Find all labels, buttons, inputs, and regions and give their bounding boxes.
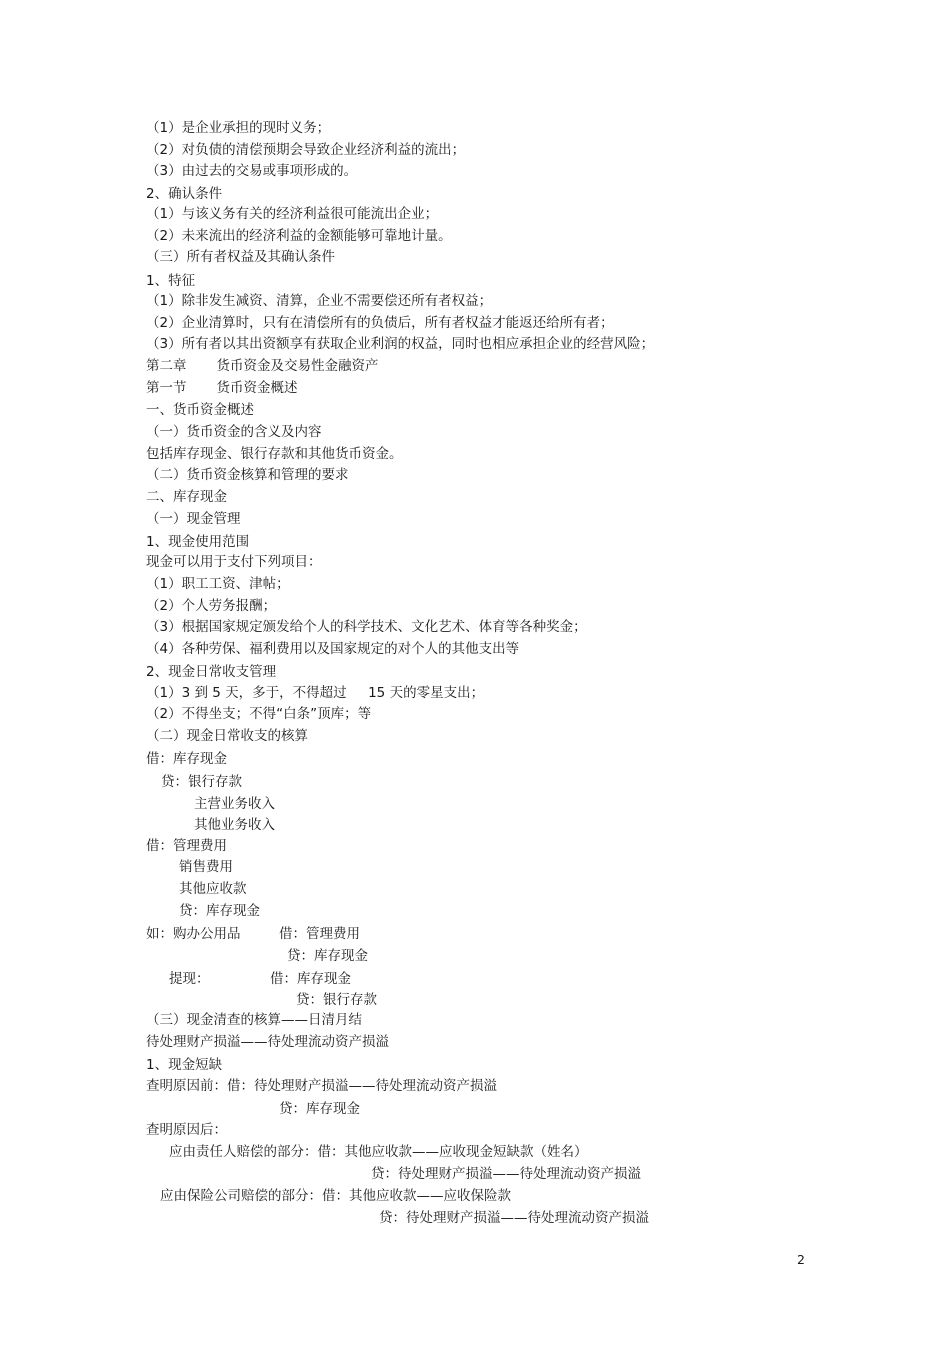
text-line: （二）货币资金核算和管理的要求: [146, 467, 349, 483]
chapter-heading: 第二章 货币资金及交易性金融资产: [146, 358, 379, 374]
journal-entry-line: 借：管理费用: [279, 926, 360, 942]
text-line: 一、货币资金概述: [146, 402, 254, 418]
text-line: （2）未来流出的经济利益的金额能够可靠地计量。: [146, 228, 452, 244]
text-line: （4）各种劳保、福利费用以及国家规定的对个人的其他支出等: [146, 641, 520, 657]
text-line: （1）是企业承担的现时义务；: [146, 120, 331, 136]
text-line: （一）现金管理: [146, 511, 241, 527]
journal-entry-line: 如：购办公用品: [146, 926, 241, 942]
text-line: 现金可以用于支付下列项目：: [146, 554, 322, 570]
journal-entry-line: 查明原因前：借：待处理财产损溢——待处理流动资产损溢: [146, 1078, 497, 1094]
journal-entry-line: 贷：待处理财产损溢——待处理流动资产损溢: [379, 1210, 649, 1226]
text-line: （三）所有者权益及其确认条件: [146, 249, 335, 265]
text-line: 待处理财产损溢——待处理流动资产损溢: [146, 1034, 389, 1050]
journal-entry-line: 其他业务收入: [194, 817, 275, 833]
section-heading: 第一节 货币资金概述: [146, 380, 298, 396]
text-line: （1）与该义务有关的经济利益很可能流出企业；: [146, 206, 439, 222]
page-number: 2: [797, 1252, 805, 1267]
journal-entry-line: 其他应收款: [179, 881, 247, 897]
journal-entry-line: 应由保险公司赔偿的部分：借：其他应收款——应收保险款: [160, 1188, 511, 1204]
text-line: （1）3 到 5 天，多于，不得超过 15 天的零星支出；: [146, 685, 485, 701]
journal-entry-line: 贷：银行存款: [161, 774, 242, 790]
journal-entry-line: 贷：库存现金: [287, 948, 368, 964]
text-line: （一）货币资金的含义及内容: [146, 424, 322, 440]
journal-entry-line: 贷：库存现金: [179, 903, 260, 919]
text-line: （三）现金清查的核算——日清月结: [146, 1012, 362, 1028]
journal-entry-line: 借：库存现金: [146, 751, 227, 767]
text-line: 1、现金使用范围: [146, 534, 250, 550]
journal-entry-line: 主营业务收入: [194, 796, 275, 812]
text-line: （2）个人劳务报酬；: [146, 598, 277, 614]
journal-entry-line: 借：管理费用: [146, 838, 227, 854]
text-line: （3）根据国家规定颁发给个人的科学技术、文化艺术、体育等各种奖金；: [146, 619, 587, 635]
text-line: 1、现金短缺: [146, 1057, 223, 1073]
text-line: 2、确认条件: [146, 186, 223, 202]
journal-entry-line: 贷：银行存款: [296, 992, 377, 1008]
text-line: 1、特征: [146, 273, 196, 289]
text-line: 2、现金日常收支管理: [146, 664, 277, 680]
journal-entry-line: 销售费用: [179, 859, 233, 875]
journal-entry-line: 提现：: [169, 971, 210, 987]
journal-entry-line: 应由责任人赔偿的部分：借：其他应收款——应收现金短缺款（姓名）: [169, 1144, 588, 1160]
text-line: （2）不得坐支；不得“白条”顶库；等: [146, 706, 372, 722]
text-line: （1）除非发生减资、清算，企业不需要偿还所有者权益；: [146, 293, 493, 309]
journal-entry-line: 贷：待处理财产损溢——待处理流动资产损溢: [371, 1166, 641, 1182]
text-line: 包括库存现金、银行存款和其他货币资金。: [146, 446, 403, 462]
text-line: （3）所有者以其出资额享有获取企业利润的权益，同时也相应承担企业的经营风险；: [146, 336, 655, 352]
journal-entry-line: 借：库存现金: [270, 971, 351, 987]
text-line: （2）企业清算时，只有在清偿所有的负债后，所有者权益才能返还给所有者；: [146, 315, 614, 331]
text-line: （3）由过去的交易或事项形成的。: [146, 163, 358, 179]
text-line: （二）现金日常收支的核算: [146, 728, 308, 744]
text-line: 查明原因后：: [146, 1122, 227, 1138]
text-line: （1）职工工资、津帖；: [146, 576, 290, 592]
text-line: 二、库存现金: [146, 489, 227, 505]
journal-entry-line: 贷：库存现金: [279, 1101, 360, 1117]
text-line: （2）对负债的清偿预期会导致企业经济利益的流出；: [146, 142, 466, 158]
